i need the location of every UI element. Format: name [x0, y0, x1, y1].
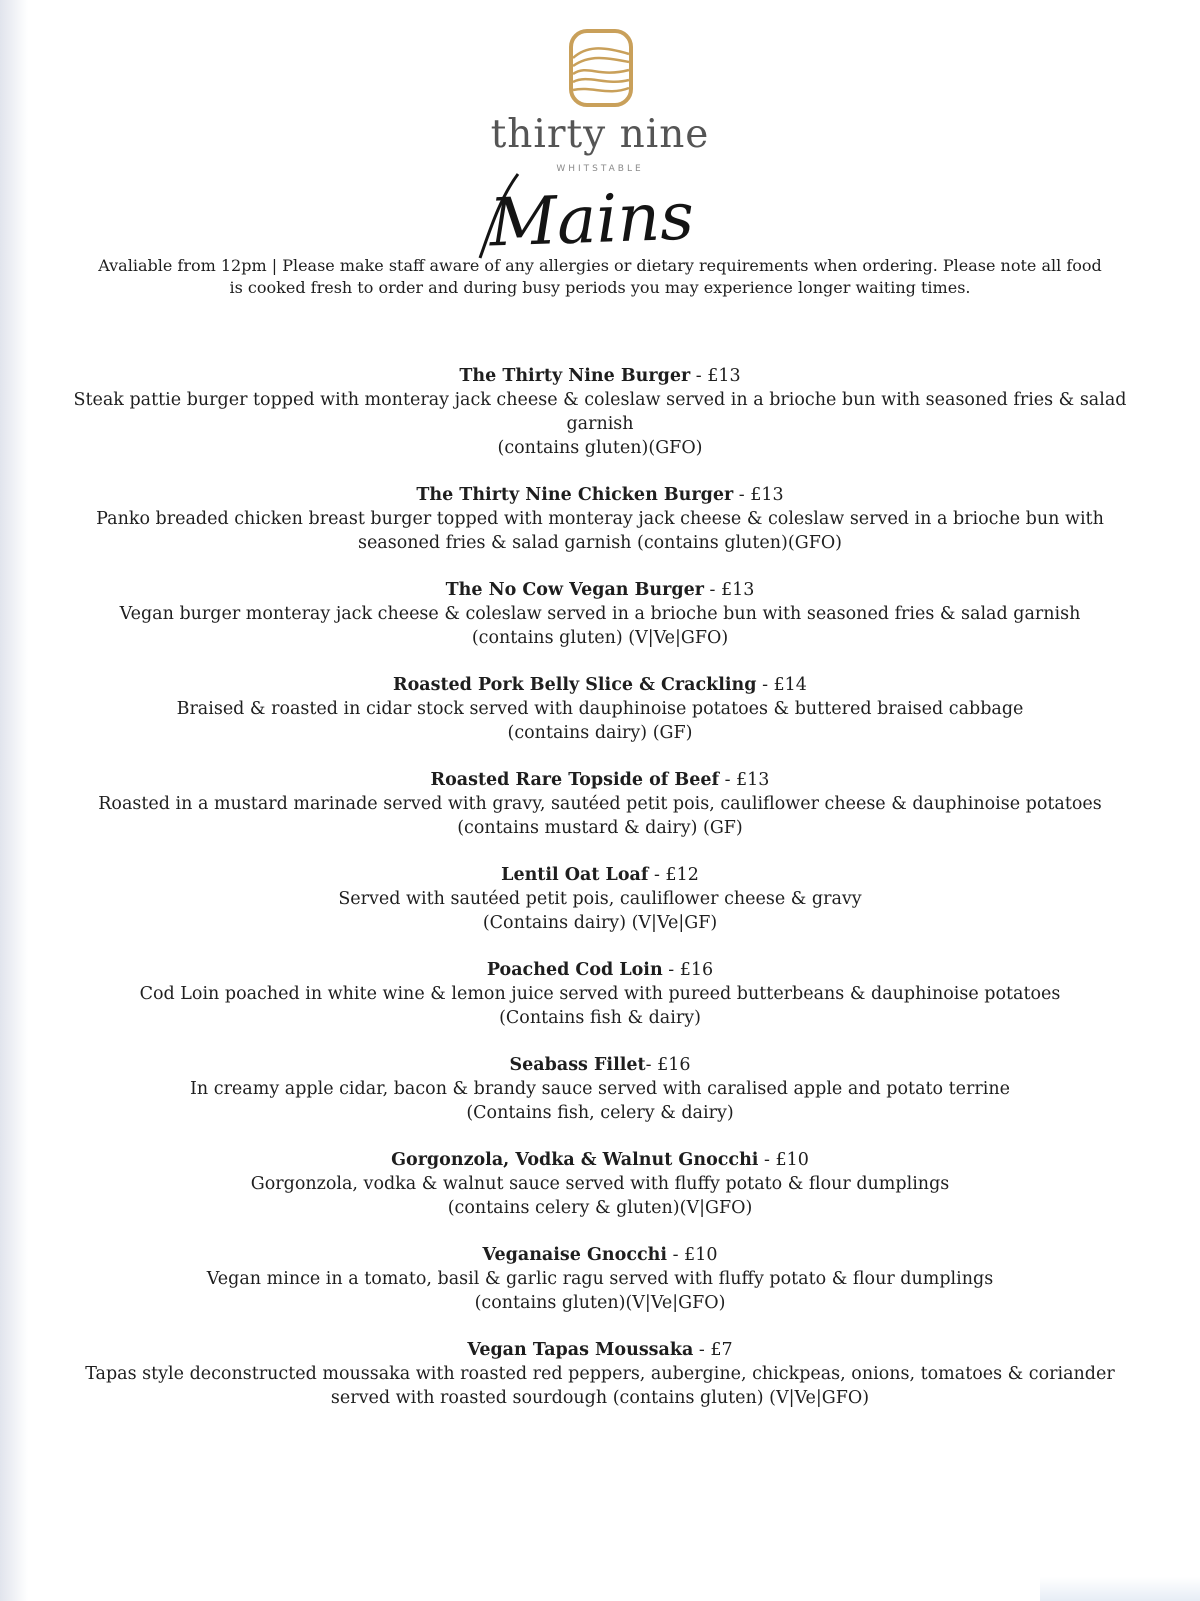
- menu-item-description: Steak pattie burger topped with monteray jack cheese & coleslaw served in a brioche bun with seasoned fries & salad garnish: [73, 390, 1127, 434]
- menu-item-allergens: (Contains fish, celery & dairy): [466, 1103, 734, 1123]
- menu-item: [70, 1148, 1130, 1220]
- menu-item-description: Panko breaded chicken breast burger topped with monteray jack cheese & coleslaw served in a brioche bun with seasoned fries & salad garnish (contains gluten)(GFO): [96, 509, 1104, 553]
- menu-item-name: The Thirty Nine Burger: [459, 366, 691, 386]
- menu-item: [70, 863, 1130, 935]
- menu-item-allergens: (contains gluten) (V|Ve|GFO): [471, 628, 729, 648]
- menu-item-allergens: (Contains dairy) (V|Ve|GF): [482, 913, 718, 933]
- menu-item: [70, 483, 1130, 555]
- menu-item-heading: [70, 483, 1130, 507]
- menu-item-name: Poached Cod Loin: [486, 960, 663, 980]
- menu-item-allergens: (contains mustard & dairy) (GF): [457, 818, 743, 838]
- menu-item: [70, 364, 1130, 460]
- menu-item-allergens: (Contains fish & dairy): [499, 1008, 701, 1028]
- menu-item-name: Roasted Rare Topside of Beef: [430, 770, 719, 790]
- brand-name: thirty nine: [490, 112, 710, 157]
- menu-item-heading: [70, 1053, 1130, 1077]
- menu-list: [70, 364, 1130, 1433]
- menu-item-price: - £16: [662, 960, 714, 980]
- menu-item-heading: [70, 1338, 1130, 1362]
- menu-item: [70, 1338, 1130, 1410]
- menu-item: [70, 673, 1130, 745]
- corner-shade: [1040, 1577, 1200, 1601]
- menu-item-price: - £7: [693, 1340, 733, 1360]
- menu-item-price: - £14: [756, 675, 807, 695]
- menu-item-price: - £10: [667, 1245, 718, 1265]
- menu-item: [70, 768, 1130, 840]
- menu-item-price: - £13: [703, 580, 755, 600]
- menu-item-allergens: (contains celery & gluten)(V|GFO): [447, 1198, 753, 1218]
- menu-item: [70, 1243, 1130, 1315]
- menu-item-description: Roasted in a mustard marinade served with gravy, sautéed petit pois, cauliflower cheese & dauphinoise potatoes: [98, 794, 1102, 814]
- menu-item-heading: [70, 578, 1130, 602]
- menu-item-description: Cod Loin poached in white wine & lemon juice served with pureed butterbeans & dauphinoise potatoes: [139, 984, 1061, 1004]
- menu-item-price: - £10: [758, 1150, 809, 1170]
- section-title-text: Mains: [488, 177, 696, 262]
- menu-item: [70, 958, 1130, 1030]
- menu-item-description: In creamy apple cidar, bacon & brandy sauce served with caralised apple and potato terrine: [190, 1079, 1010, 1099]
- menu-item-heading: [70, 863, 1130, 887]
- menu-item-name: Roasted Pork Belly Slice & Crackling: [393, 675, 757, 695]
- menu-item: [70, 578, 1130, 650]
- menu-item-allergens: (contains gluten)(GFO): [497, 438, 703, 458]
- menu-item-heading: [70, 1243, 1130, 1267]
- menu-item-description: Gorgonzola, vodka & walnut sauce served with fluffy potato & flour dumplings: [250, 1174, 950, 1194]
- menu-item-heading: [70, 768, 1130, 792]
- menu-item-name: Vegan Tapas Moussaka: [467, 1340, 694, 1360]
- menu-item-description: Vegan mince in a tomato, basil & garlic ragu served with fluffy potato & flour dumplings: [206, 1269, 994, 1289]
- menu-item-price: - £13: [690, 366, 741, 386]
- menu-item-description: Tapas style deconstructed moussaka with roasted red peppers, aubergine, chickpeas, onions, tomatoes & coriander served with roasted sourdough (contains gluten) (V|Ve|GFO): [85, 1364, 1115, 1408]
- menu-item-heading: [70, 958, 1130, 982]
- waves-logo-icon: [568, 28, 634, 108]
- menu-item-price: - £16: [645, 1055, 691, 1075]
- menu-item-description: Vegan burger monteray jack cheese & coleslaw served in a brioche bun with seasoned fries & salad garnish: [119, 604, 1081, 624]
- menu-item-name: Veganaise Gnocchi: [482, 1245, 668, 1265]
- menu-item-price: - £13: [719, 770, 770, 790]
- menu-item-name: The No Cow Vegan Burger: [445, 580, 704, 600]
- menu-item-price: - £12: [648, 865, 699, 885]
- intro-note: Avaliable from 12pm | Please make staff aware of any allergies or dietary requirements when ordering. Please note all food is cooked fresh to order and during busy periods you may experience longer waiting times.: [98, 256, 1102, 297]
- menu-item-heading: [70, 364, 1130, 388]
- menu-item-name: Seabass Fillet: [509, 1055, 646, 1075]
- menu-item-heading: [70, 1148, 1130, 1172]
- menu-item-description: Served with sautéed petit pois, cauliflower cheese & gravy: [338, 889, 862, 909]
- menu-item: [70, 1053, 1130, 1125]
- menu-item-allergens: (contains gluten)(V|Ve|GFO): [474, 1293, 726, 1313]
- menu-item-name: Lentil Oat Loaf: [501, 865, 649, 885]
- brand-location: WHITSTABLE: [556, 164, 644, 174]
- menu-item-allergens: (contains dairy) (GF): [507, 723, 693, 743]
- menu-item-name: Gorgonzola, Vodka & Walnut Gnocchi: [391, 1150, 759, 1170]
- page-edge-shadow: [0, 0, 28, 1601]
- menu-item-price: - £13: [733, 485, 784, 505]
- menu-item-description: Braised & roasted in cidar stock served with dauphinoise potatoes & buttered braised cabbage: [176, 699, 1024, 719]
- menu-item-name: The Thirty Nine Chicken Burger: [416, 485, 734, 505]
- menu-item-heading: [70, 673, 1130, 697]
